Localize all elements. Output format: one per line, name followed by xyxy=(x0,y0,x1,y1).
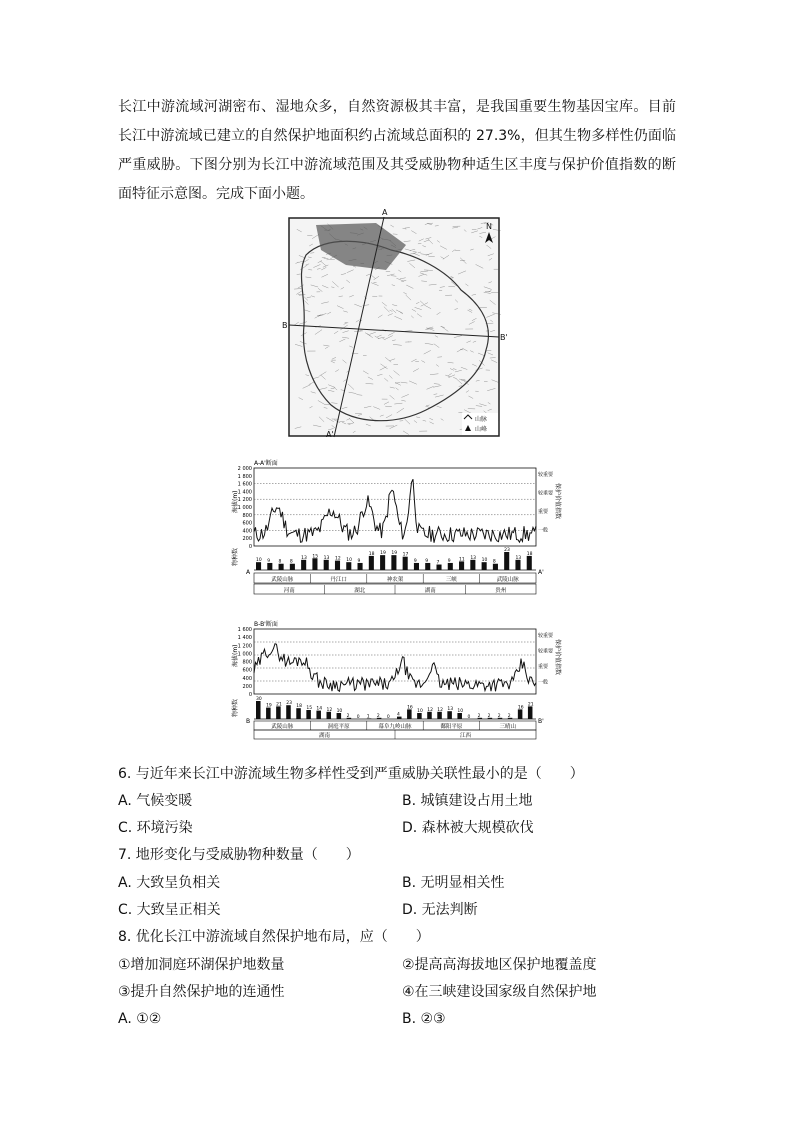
ytick-label: 1 600 xyxy=(237,627,252,633)
species-count-label: 11 xyxy=(459,557,465,563)
species-bar xyxy=(470,560,475,570)
species-count-label: 10 xyxy=(336,709,343,714)
species-count-label: 1 xyxy=(366,714,370,720)
species-count-label: 23 xyxy=(286,701,292,707)
species-count-label: 10 xyxy=(346,558,352,564)
ytick-label: 1 400 xyxy=(237,489,252,496)
region-label: 江西 xyxy=(459,733,472,739)
section-aa-title: A-A'断面 xyxy=(254,460,278,467)
section-bb-ylabel: 海拔(m) xyxy=(232,644,239,667)
region-label: 湖南 xyxy=(318,733,331,739)
species-count-label: 8 xyxy=(278,559,282,565)
species-bar xyxy=(482,562,487,570)
value-label: 重要 xyxy=(538,509,549,516)
end-a-prime: A' xyxy=(538,569,544,576)
species-count-label: 16 xyxy=(407,705,413,711)
species-count-label: 8 xyxy=(492,559,496,565)
section-aa-value-labels xyxy=(538,471,553,534)
region-label: 湖北 xyxy=(354,588,366,594)
legend-peak: 山峰 xyxy=(475,426,488,433)
species-count-label: 2 xyxy=(507,713,511,719)
value-label: 一般 xyxy=(538,679,549,686)
species-count-label: 21 xyxy=(527,702,534,708)
species-bar xyxy=(276,706,281,719)
section-aa-yticks xyxy=(238,466,252,550)
species-bar xyxy=(327,712,332,719)
species-bar xyxy=(369,556,374,570)
q6-option-a[interactable]: A. 气候变暖 xyxy=(118,793,193,809)
section-bb-yticks xyxy=(238,627,252,698)
species-count-label: 0 xyxy=(467,715,471,720)
species-bar xyxy=(425,563,430,570)
region-label: 三峡 xyxy=(445,577,457,583)
species-count-label: 14 xyxy=(316,706,323,712)
section-bb-right-axis: 保护价值指数 xyxy=(554,639,561,676)
ytick-label: 600 xyxy=(242,520,252,527)
species-count-label: 19 xyxy=(380,551,386,557)
species-count-label: 10 xyxy=(481,558,488,564)
q6-option-d[interactable]: D. 森林被大规模砍伐 xyxy=(402,820,534,836)
species-count-label: 10 xyxy=(417,709,423,714)
ytick-label: 200 xyxy=(242,536,252,543)
map-legend xyxy=(462,413,498,435)
species-bar xyxy=(437,712,442,719)
section-bb-species-bars xyxy=(256,696,534,720)
species-bar xyxy=(427,712,432,719)
species-count-label: 19 xyxy=(391,551,398,557)
north-icon: N xyxy=(486,222,492,231)
section-bb-ylabel2: 物种数 xyxy=(232,698,239,717)
intro-text: 长江中游流域河湖密布、湿地众多，自然资源极其丰富，是我国重要生物基因宝库。目前长江中游流域已建立的自然保护地面积约占流域总面积的 27.3%，但其生物多样性仍面临严重威胁。下图分别为长江中游流域范围及其受威胁物种适生区丰度与保护价值指数的断面特征示意图。完成下面小题。 xyxy=(118,99,676,202)
value-label: 较重要 xyxy=(538,633,554,639)
region-label: 河南 xyxy=(283,588,295,594)
q8-statement-4: ④在三峡建设国家级自然保护地 xyxy=(402,984,597,1000)
ytick-label: 800 xyxy=(242,659,252,666)
species-count-label: 9 xyxy=(425,558,429,564)
region-label: 贵州 xyxy=(495,588,507,594)
species-count-label: 13 xyxy=(301,555,307,561)
value-label: 较重要 xyxy=(538,490,554,497)
ytick-label: 1 200 xyxy=(237,643,252,650)
q8-statement-1: ①增加洞庭环湖保护地数量 xyxy=(118,957,285,973)
ytick-label: 1 600 xyxy=(237,481,252,488)
region-label: 洞庭平原 xyxy=(327,724,350,730)
ytick-label: 1 800 xyxy=(237,473,252,480)
value-label: 较重要 xyxy=(538,648,554,655)
species-count-label: 15 xyxy=(312,554,319,560)
species-count-label: 12 xyxy=(326,707,333,713)
section-bb-value-labels xyxy=(538,632,553,685)
species-bar xyxy=(316,711,321,719)
ytick-label: 0 xyxy=(248,692,252,698)
species-count-label: 17 xyxy=(402,552,409,558)
species-count-label: 2 xyxy=(477,713,481,719)
species-count-label: 2 xyxy=(487,713,491,719)
section-bb-chart xyxy=(232,619,562,741)
species-bar xyxy=(403,557,408,570)
species-count-label: 10 xyxy=(256,558,262,564)
species-bar xyxy=(414,563,419,570)
ytick-label: 800 xyxy=(242,512,252,519)
value-label: 重要 xyxy=(538,663,549,670)
question-7-stem: 7. 地形变化与受威胁物种数量（ ） xyxy=(118,847,360,863)
species-count-label: 13 xyxy=(447,707,454,713)
legend-mountain: 山脉 xyxy=(475,416,488,423)
species-count-label: 9 xyxy=(357,558,361,564)
species-count-label: 21 xyxy=(276,702,282,708)
species-count-label: 13 xyxy=(470,555,477,561)
q6-option-c[interactable]: C. 环境污染 xyxy=(118,820,193,836)
region-label: 武陵山脉 xyxy=(271,577,294,583)
species-count-label: 19 xyxy=(266,703,272,709)
region-label: 三晴山 xyxy=(499,724,517,730)
ytick-label: 2 000 xyxy=(237,466,252,472)
species-bar xyxy=(346,562,351,570)
species-count-label: 12 xyxy=(437,707,444,713)
intro-paragraph xyxy=(118,93,676,209)
species-bar xyxy=(335,561,340,570)
q8-statement-3: ③提升自然保护地的连通性 xyxy=(118,984,285,1000)
species-count-label: 18 xyxy=(296,704,303,710)
label-b-prime: B' xyxy=(500,333,508,342)
species-bar xyxy=(459,561,464,570)
section-aa-chart xyxy=(232,458,562,600)
species-count-label: 23 xyxy=(504,548,510,553)
region-label: 武陵山脉 xyxy=(496,577,519,583)
species-bar xyxy=(306,710,311,719)
species-bar xyxy=(266,708,271,719)
species-bar xyxy=(527,556,532,570)
species-count-label: 0 xyxy=(356,715,360,720)
q8-statement-2: ②提高高海拔地区保护地覆盖度 xyxy=(402,957,597,973)
q7-option-b[interactable]: B. 无明显相关性 xyxy=(402,875,505,891)
species-bar xyxy=(448,563,453,570)
section-aa-ylabel2: 物种数 xyxy=(232,547,239,566)
species-count-label: 8 xyxy=(289,559,293,565)
q7-option-d[interactable]: D. 无法判断 xyxy=(402,902,478,918)
region-label: 武陵山脉 xyxy=(271,724,294,730)
section-aa-right-axis: 保护价值指数 xyxy=(554,483,561,520)
section-bb-elevation-profile xyxy=(254,644,536,692)
label-a-prime: A' xyxy=(326,430,334,439)
section-bb-title: B-B'断面 xyxy=(254,621,278,628)
species-count-label: 0 xyxy=(386,715,390,720)
species-count-label: 7 xyxy=(436,560,440,566)
species-count-label: 12 xyxy=(427,707,433,713)
question-6-stem: 6. 与近年来长江中游流域生物多样性受到严重威胁关联性最小的是（ ） xyxy=(118,766,584,782)
ytick-label: 400 xyxy=(242,528,252,535)
species-bar xyxy=(267,563,272,570)
species-count-label: 13 xyxy=(323,555,330,561)
ytick-label: 1 000 xyxy=(237,651,252,658)
end-a: A xyxy=(246,569,251,576)
basin-map xyxy=(282,208,508,439)
end-b-prime: B' xyxy=(538,718,544,725)
species-bar xyxy=(256,701,261,719)
value-label: 一般 xyxy=(538,527,549,534)
species-count-label: 12 xyxy=(334,556,341,562)
species-bar xyxy=(391,555,396,570)
species-count-label: 2 xyxy=(376,713,380,719)
ytick-label: 1 400 xyxy=(237,635,252,642)
species-bar xyxy=(380,555,385,570)
species-count-label: 15 xyxy=(306,706,313,711)
species-count-label: 30 xyxy=(256,697,262,702)
ytick-label: 1 000 xyxy=(237,505,252,511)
section-aa-ylabel: 海拔(m) xyxy=(232,490,239,513)
q6-option-b[interactable]: B. 城镇建设占用土地 xyxy=(402,793,533,809)
q7-option-a[interactable]: A. 大致呈负相关 xyxy=(118,875,221,891)
species-bar xyxy=(256,562,261,570)
species-bar xyxy=(324,560,329,570)
ytick-label: 0 xyxy=(248,544,252,550)
species-bar xyxy=(528,706,533,719)
species-bar xyxy=(518,709,523,719)
species-bar xyxy=(358,563,363,570)
label-a: A xyxy=(382,208,388,217)
region-label: 湖南 xyxy=(424,588,436,594)
species-count-label: 18 xyxy=(526,551,533,557)
species-count-label: 9 xyxy=(413,558,417,564)
section-aa-species-bars xyxy=(256,547,533,570)
region-label: 鄱阳平原 xyxy=(440,724,463,730)
q7-option-c[interactable]: C. 大致呈正相关 xyxy=(118,902,221,918)
species-count-label: 16 xyxy=(517,705,524,711)
species-bar xyxy=(296,708,301,719)
ytick-label: 200 xyxy=(242,683,252,690)
q8-option-a[interactable]: A. ①② xyxy=(118,1011,162,1027)
ytick-label: 1 200 xyxy=(237,497,252,504)
region-label: 幕阜九岭山脉 xyxy=(378,724,412,730)
species-count-label: 2 xyxy=(497,713,501,719)
label-b: B xyxy=(282,321,288,330)
value-label: 较重要 xyxy=(538,472,554,478)
region-label: 神农架 xyxy=(386,577,404,583)
species-bar xyxy=(301,560,306,570)
species-count-label: 18 xyxy=(368,551,375,557)
species-bar xyxy=(447,711,452,719)
species-bar xyxy=(407,709,412,719)
species-bar xyxy=(286,705,291,719)
species-count-label: 4 xyxy=(397,712,400,718)
region-label: 丹江口 xyxy=(330,577,347,583)
species-count-label: 9 xyxy=(267,558,271,564)
species-bar xyxy=(312,558,317,570)
ytick-label: 400 xyxy=(242,675,252,682)
end-b: B xyxy=(246,718,251,725)
ytick-label: 600 xyxy=(242,667,252,674)
question-8-stem: 8. 优化长江中游流域自然保护地布局，应（ ） xyxy=(118,929,430,945)
q8-option-b[interactable]: B. ②③ xyxy=(402,1011,446,1027)
species-count-label: 2 xyxy=(346,713,350,719)
species-bar xyxy=(515,560,520,570)
species-count-label: 9 xyxy=(447,558,451,564)
section-aa-elevation-profile xyxy=(254,479,536,543)
species-count-label: 10 xyxy=(457,709,464,714)
species-bar xyxy=(504,552,509,570)
species-count-label: 13 xyxy=(515,555,522,561)
